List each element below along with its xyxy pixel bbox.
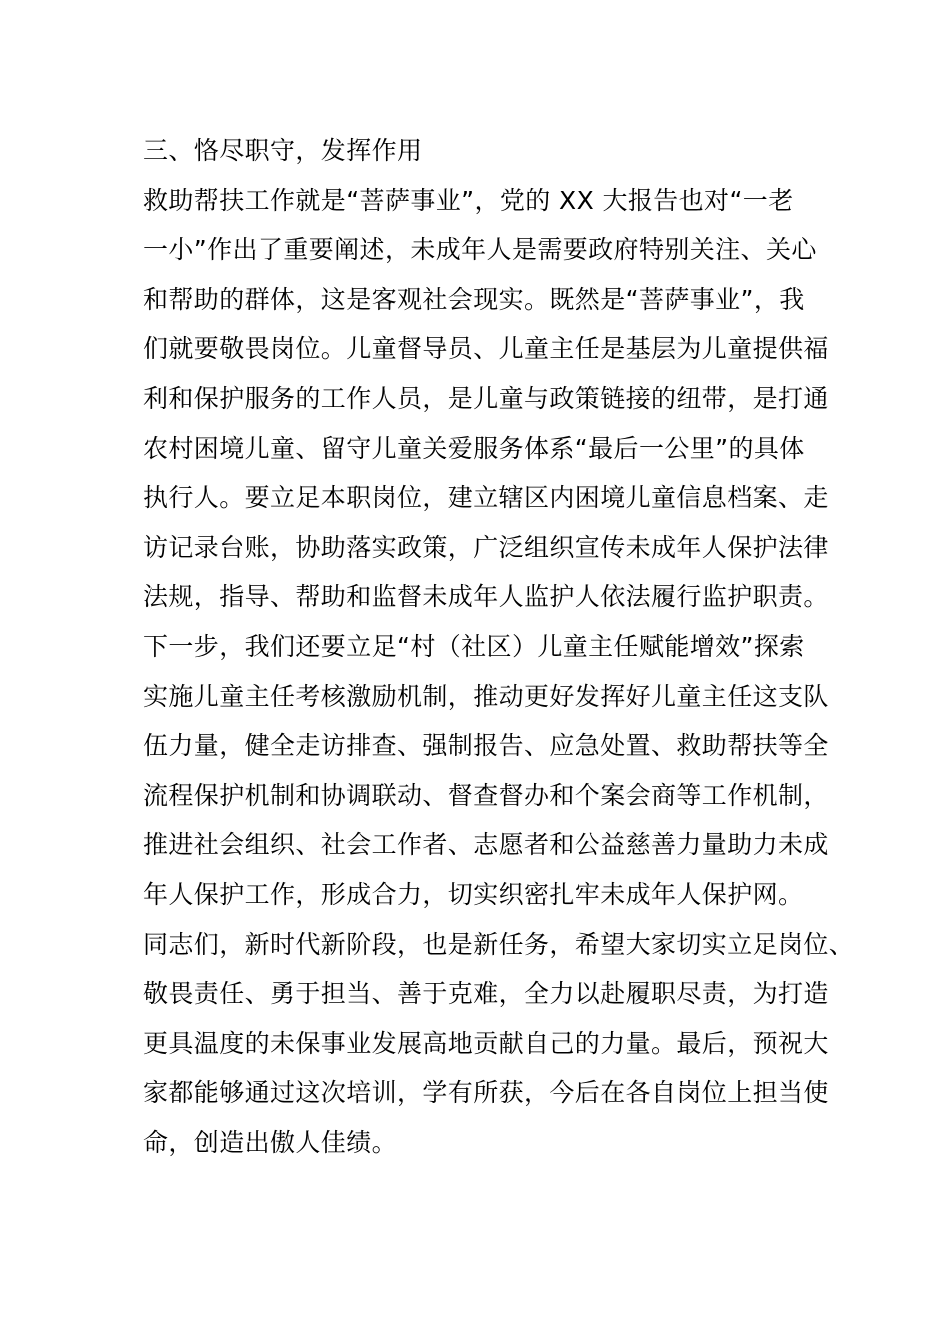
text-line: 下一步，我们还要立足“村（社区）儿童主任赋能增效”探索 (143, 631, 805, 661)
text-line: 伍力量，健全走访排查、强制报告、应急处置、救助帮扶等全 (143, 731, 829, 761)
text-line: 农村困境儿童、留守儿童关爱服务体系“最后一公里”的具体 (143, 433, 805, 463)
text-line: 实施儿童主任考核激励机制，推动更好发挥好儿童主任这支队 (143, 681, 829, 711)
text-line: 敬畏责任、勇于担当、善于克难，全力以赴履职尽责，为打造 (143, 979, 829, 1009)
text-line: 一小”作出了重要阐述，未成年人是需要政府特别关注、关心 (143, 235, 817, 265)
text-line: 更具温度的未保事业发展高地贡献自己的力量。最后，预祝大 (143, 1028, 829, 1058)
document-body (143, 126, 855, 1167)
text-line: 救助帮扶工作就是“菩萨事业”，党的 XX 大报告也对“一老 (143, 185, 794, 215)
text-line: 们就要敬畏岗位。儿童督导员、儿童主任是基层为儿童提供福 (143, 334, 829, 364)
paragraph-2 (143, 622, 829, 920)
text-line: 利和保护服务的工作人员，是儿童与政策链接的纽带，是打通 (143, 383, 829, 413)
paragraph-1 (143, 176, 829, 622)
text-line: 命，创造出傲人佳绩。 (143, 1127, 398, 1157)
text-line: 和帮助的群体，这是客观社会现实。既然是“菩萨事业”，我 (143, 284, 805, 314)
text-line: 年人保护工作，形成合力，切实织密扎牢未成年人保护网。 (143, 879, 804, 909)
text-line: 法规，指导、帮助和监督未成年人监护人依法履行监护职责。 (143, 582, 829, 612)
section-heading: 三、恪尽职守，发挥作用 (143, 136, 423, 165)
text-line: 家都能够通过这次培训，学有所获，今后在各自岗位上担当使 (143, 1078, 829, 1108)
text-line: 推进社会组织、社会工作者、志愿者和公益慈善力量助力未成 (143, 830, 829, 860)
text-line: 执行人。要立足本职岗位，建立辖区内困境儿童信息档案、走 (143, 483, 829, 513)
text-line: 同志们，新时代新阶段，也是新任务，希望大家切实立足岗位、 (143, 929, 855, 959)
paragraph-3 (143, 920, 855, 1168)
text-line: 流程保护机制和协调联动、督查督办和个案会商等工作机制， (143, 780, 829, 810)
text-line: 访记录台账，协助落实政策，广泛组织宣传未成年人保护法律 (143, 532, 829, 562)
